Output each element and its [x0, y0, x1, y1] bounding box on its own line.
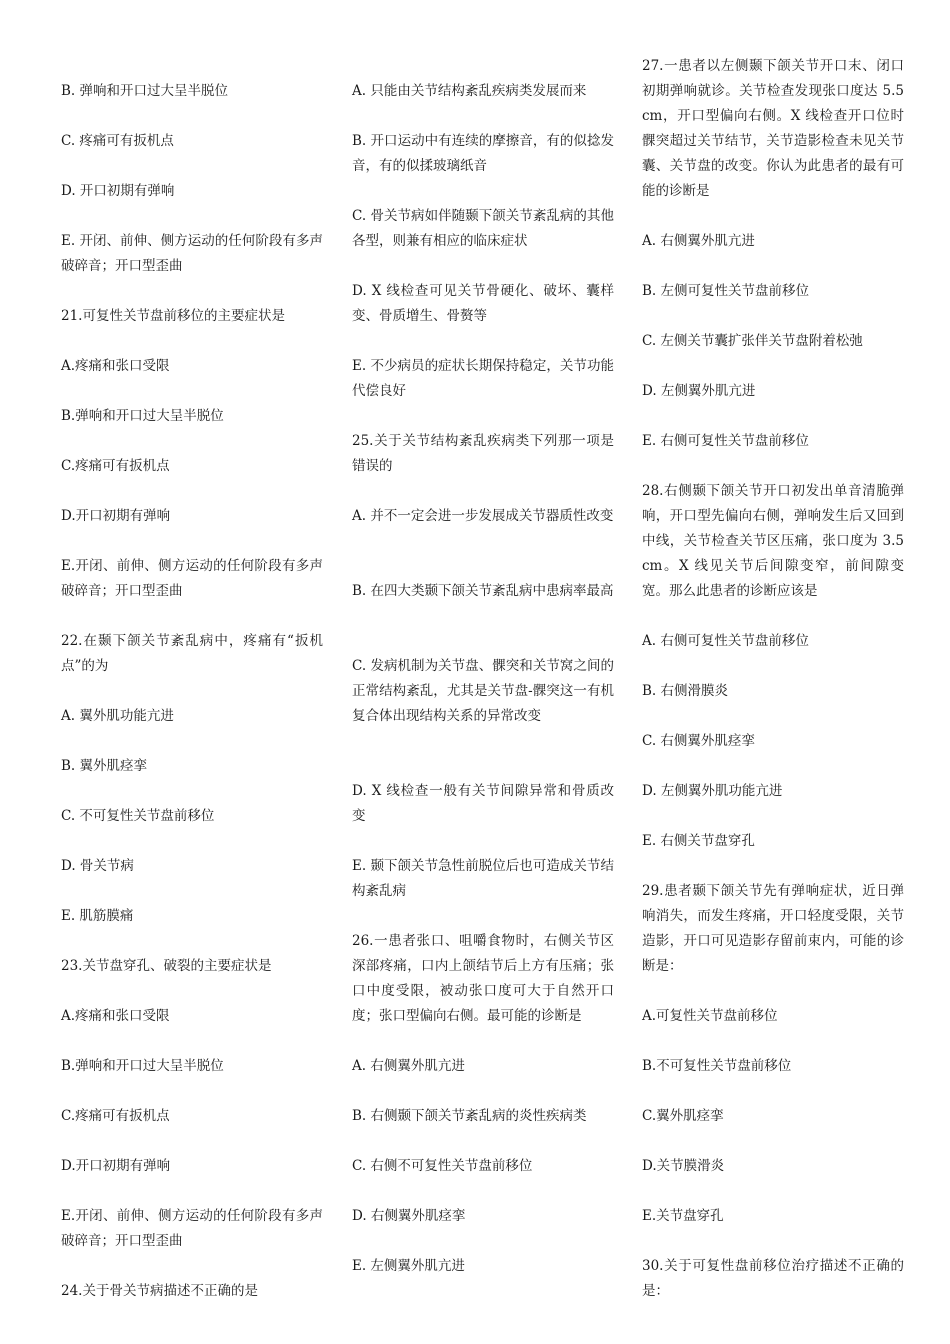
option-27-d: D. 左侧翼外肌亢进: [642, 383, 756, 399]
option-22-a: A. 翼外肌功能亢进: [61, 708, 174, 724]
option-28-d: D. 左侧翼外肌功能亢进: [642, 783, 783, 799]
option-20-c: C. 疼痛可有扳机点: [61, 133, 174, 149]
option-26-b: B. 右侧颞下颌关节紊乱病的炎性疾病类: [352, 1108, 587, 1124]
option-23-e: E.开闭、前伸、侧方运动的任何阶段有多声破碎音；开口型歪曲: [61, 1208, 323, 1249]
option-23-b: B.弹响和开口过大呈半脱位: [61, 1058, 224, 1074]
option-24-b: B. 开口运动中有连续的摩擦音，有的似捻发音，有的似揉玻璃纸音: [352, 133, 614, 174]
option-25-c: C. 发病机制为关节盘、髁突和关节窝之间的正常结构紊乱，尤其是关节盘-髁突这一有机复合体出现结构关系的异常改变: [352, 658, 614, 724]
option-21-c: C.疼痛可有扳机点: [61, 458, 170, 474]
option-20-b: B. 弹响和开口过大呈半脱位: [61, 83, 229, 99]
option-24-c: C. 骨关节病如伴随颞下颌关节紊乱病的其他各型，则兼有相应的临床症状: [352, 208, 614, 249]
option-21-a: A.疼痛和张口受限: [61, 358, 170, 374]
option-23-a: A.疼痛和张口受限: [61, 1008, 170, 1024]
option-22-d: D. 骨关节病: [61, 858, 134, 874]
question-27: 27.一患者以左侧颞下颌关节开口末、闭口初期弹响就诊。关节检查发现张口度达 5.5cm，开口型偏向右侧。X 线检查开口位时髁突超过关节结节，关节造影检查未见关节囊、关节盘的改变。你认为此患者的最有可能的诊断是: [642, 58, 904, 199]
option-29-a: A.可复性关节盘前移位: [642, 1008, 778, 1024]
option-20-e: E. 开闭、前伸、侧方运动的任何阶段有多声破碎音；开口型歪曲: [61, 233, 323, 274]
question-29: 29.患者颞下颌关节先有弹响症状，近日弹响消失，而发生疼痛，开口轻度受限，关节造影，开口可见造影存留前束内，可能的诊断是：: [642, 883, 904, 974]
question-30: 30.关于可复性盘前移位治疗描述不正确的是：: [642, 1258, 904, 1299]
option-21-e: E.开闭、前伸、侧方运动的任何阶段有多声破碎音；开口型歪曲: [61, 558, 323, 599]
question-25: 25.关于关节结构紊乱疾病类下列那一项是错误的: [352, 433, 614, 474]
option-29-b: B.不可复性关节盘前移位: [642, 1058, 792, 1074]
option-25-e: E. 颞下颌关节急性前脱位后也可造成关节结构紊乱病: [352, 858, 614, 899]
option-26-e: E. 左侧翼外肌亢进: [352, 1258, 465, 1274]
question-28: 28.右侧颞下颌关节开口初发出单音清脆弹响，开口型先偏向右侧，弹响发生后又回到中线，关节检查关节区压痛，张口度为 3.5cm。X 线见关节后间隙变窄，前间隙变宽。那么此患者的诊断应该是: [642, 483, 904, 599]
option-22-b: B. 翼外肌痉挛: [61, 758, 148, 774]
option-20-d: D. 开口初期有弹响: [61, 183, 175, 199]
option-29-c: C.翼外肌痉挛: [642, 1108, 724, 1124]
option-28-a: A. 右侧可复性关节盘前移位: [642, 633, 809, 649]
option-28-e: E. 右侧关节盘穿孔: [642, 833, 755, 849]
option-28-c: C. 右侧翼外肌痉挛: [642, 733, 755, 749]
option-29-d: D.关节膜滑炎: [642, 1158, 725, 1174]
option-26-a: A. 右侧翼外肌亢进: [352, 1058, 465, 1074]
option-23-c: C.疼痛可有扳机点: [61, 1108, 170, 1124]
option-29-e: E.关节盘穿孔: [642, 1208, 724, 1224]
option-24-e: E. 不少病员的症状长期保持稳定，关节功能代偿良好: [352, 358, 614, 399]
question-23: 23.关节盘穿孔、破裂的主要症状是: [61, 958, 272, 974]
question-21: 21.可复性关节盘前移位的主要症状是: [61, 308, 285, 324]
option-27-e: E. 右侧可复性关节盘前移位: [642, 433, 809, 449]
option-26-d: D. 右侧翼外肌痉挛: [352, 1208, 466, 1224]
option-25-a: A. 并不一定会进一步发展成关节器质性改变: [352, 508, 614, 524]
option-25-b: B. 在四大类颞下颌关节紊乱病中患病率最高: [352, 583, 614, 599]
option-26-c: C. 右侧不可复性关节盘前移位: [352, 1158, 533, 1174]
option-21-d: D.开口初期有弹响: [61, 508, 171, 524]
option-25-d: D. X 线检查一般有关节间隙异常和骨质改变: [352, 783, 614, 824]
option-22-e: E. 肌筋膜痛: [61, 908, 134, 924]
question-24: 24.关于骨关节病描述不正确的是: [61, 1283, 258, 1299]
option-21-b: B.弹响和开口过大呈半脱位: [61, 408, 224, 424]
option-27-a: A. 右侧翼外肌亢进: [642, 233, 755, 249]
option-23-d: D.开口初期有弹响: [61, 1158, 171, 1174]
option-27-b: B. 左侧可复性关节盘前移位: [642, 283, 810, 299]
option-22-c: C. 不可复性关节盘前移位: [61, 808, 215, 824]
option-28-b: B. 右侧滑膜炎: [642, 683, 729, 699]
option-24-d: D. X 线检查可见关节骨硬化、破坏、囊样变、骨质增生、骨赘等: [352, 283, 614, 324]
option-27-c: C. 左侧关节囊扩张伴关节盘附着松弛: [642, 333, 863, 349]
option-24-a: A. 只能由关节结构紊乱疾病类发展而来: [352, 83, 587, 99]
question-26: 26.一患者张口、咀嚼食物时，右侧关节区深部疼痛，口内上颌结节后上方有压痛；张口中度受限，被动张口度可大于自然开口度；张口型偏向右侧。最可能的诊断是: [352, 933, 614, 1024]
question-22: 22.在颞下颌关节紊乱病中，疼痛有“扳机点”的为: [61, 633, 323, 674]
